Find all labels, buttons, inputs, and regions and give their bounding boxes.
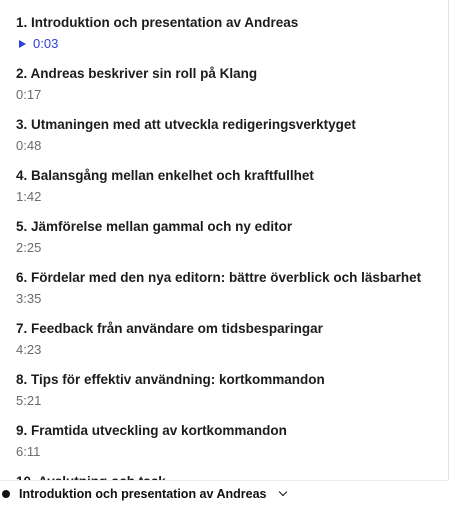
- chapter-timestamp[interactable]: 3:35: [16, 291, 42, 306]
- current-chapter-label: Introduktion och presentation av Andreas: [19, 487, 267, 501]
- chapter-title: 3. Utmaningen med att utveckla redigeringsverktyget: [16, 117, 356, 132]
- chapter-item[interactable]: [16, 422, 436, 473]
- chapter-title: 7. Feedback från användare om tidsbesparingar: [16, 321, 323, 336]
- chapter-item[interactable]: [16, 371, 436, 422]
- current-chapter-dropdown[interactable]: [2, 487, 286, 501]
- chapter-time-row: [16, 391, 436, 410]
- playing-indicator-dot: [2, 490, 10, 498]
- chapter-item[interactable]: [16, 65, 436, 116]
- chapter-item[interactable]: [16, 167, 436, 218]
- chapter-timestamp[interactable]: 4:23: [16, 342, 42, 357]
- chapter-item[interactable]: [16, 320, 436, 371]
- chapter-timestamp[interactable]: 6:11: [16, 444, 41, 459]
- chapter-timestamp[interactable]: 2:25: [16, 240, 42, 255]
- chapter-item[interactable]: [16, 218, 436, 269]
- chapter-item[interactable]: [16, 269, 436, 320]
- chapter-time-row: [16, 442, 436, 461]
- now-playing-bar: [0, 480, 449, 526]
- chapter-time-row: [16, 187, 436, 206]
- chapter-time-row: [16, 238, 436, 257]
- chapter-timestamp[interactable]: 5:21: [16, 393, 42, 408]
- chapter-timestamp[interactable]: 0:48: [16, 138, 42, 153]
- chapter-title: 2. Andreas beskriver sin roll på Klang: [16, 66, 258, 81]
- chapter-title: 9. Framtida utveckling av kortkommandon: [16, 423, 287, 438]
- chapter-time-row: [16, 340, 436, 359]
- chapter-time-row: [16, 289, 436, 308]
- chapter-item[interactable]: [16, 14, 436, 65]
- chapter-timestamp[interactable]: 1:42: [16, 189, 42, 204]
- chevron-down-icon[interactable]: [278, 488, 286, 496]
- chapter-title: 6. Fördelar med den nya editorn: bättre överblick och läsbarhet: [16, 270, 422, 285]
- chapter-time-row: [16, 34, 436, 53]
- chapter-time-row: [16, 85, 436, 104]
- play-icon: [19, 40, 26, 48]
- chapter-timestamp[interactable]: 0:03: [33, 36, 59, 51]
- chapter-title: 4. Balansgång mellan enkelhet och kraftfullhet: [16, 168, 314, 183]
- chapter-timestamp[interactable]: 0:17: [16, 87, 42, 102]
- chapter-title: 8. Tips för effektiv användning: kortkommandon: [16, 372, 325, 387]
- chapter-time-row: [16, 136, 436, 155]
- chapter-list: [16, 14, 436, 524]
- chapter-title: 1. Introduktion och presentation av Andreas: [16, 15, 299, 30]
- chapter-title: 5. Jämförelse mellan gammal och ny editor: [16, 219, 293, 234]
- chapter-item[interactable]: [16, 116, 436, 167]
